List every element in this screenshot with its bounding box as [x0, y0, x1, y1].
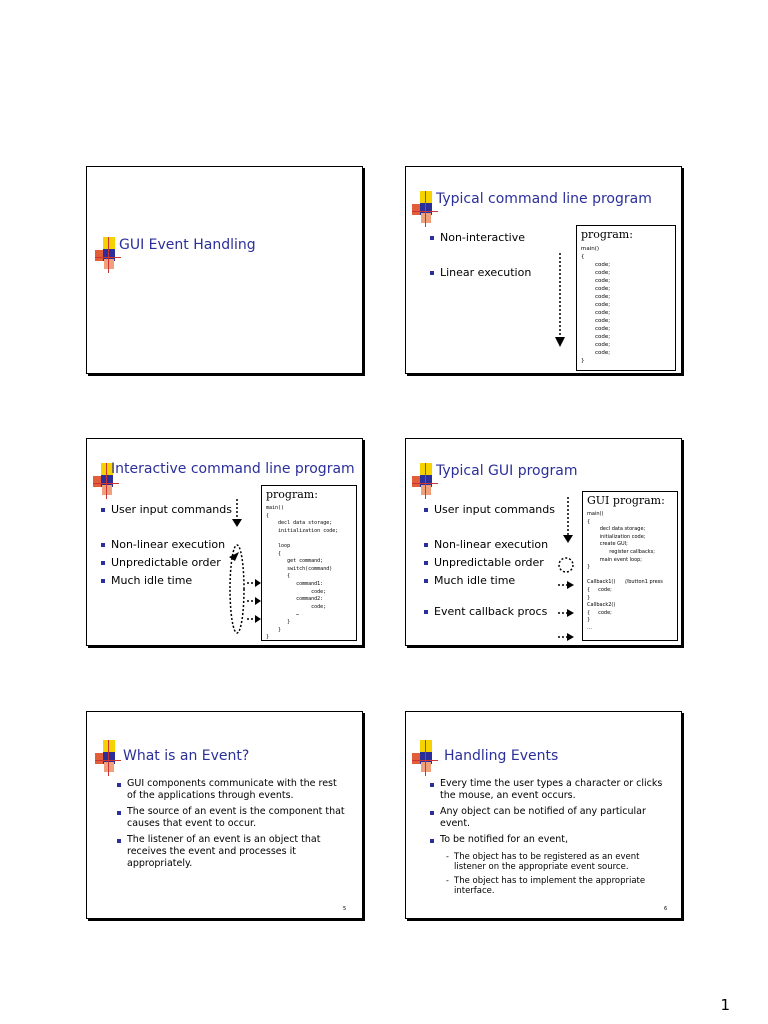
slide-3	[86, 438, 363, 646]
list-item: Non-linear execution	[101, 538, 232, 551]
bullet-list	[430, 231, 531, 279]
bullet-list	[424, 503, 555, 618]
code-text: main() { decl data storage; initialization code; loop { get command; switch(command) { command1: code; command2: code; … } } }	[266, 505, 339, 641]
slide-1	[86, 166, 363, 374]
code-box	[576, 225, 676, 371]
list-item: User input commands	[424, 503, 555, 516]
slide-logo-icon	[412, 191, 438, 227]
slide-2	[405, 166, 682, 374]
bullet-list	[117, 778, 347, 870]
bullet-list	[101, 503, 232, 587]
code-text: main() { decl data storage; initialization code; create GUI; register callbacks; main event loop; } Callback1() //button1 press { code; } Callback2() { code; } …	[587, 511, 663, 631]
list-item: Unpredictable order	[424, 556, 555, 569]
dotted-loop-arrows-icon	[227, 497, 261, 637]
slide-logo-icon	[95, 237, 121, 273]
list-item: Any object can be notified of any particular event.	[430, 806, 670, 830]
list-item: Every time the user types a character or clicks the mouse, an event occurs.	[430, 778, 670, 802]
slide-4	[405, 438, 682, 646]
list-item: User input commands	[101, 503, 232, 516]
list-item: - The object has to implement the appropriate interface.	[444, 876, 672, 896]
code-box-title: program:	[266, 488, 318, 501]
list-item: Non-interactive	[430, 231, 531, 244]
page-number: 1	[720, 996, 730, 1014]
list-item: GUI components communicate with the rest of the applications through events.	[117, 778, 347, 802]
slide-6	[405, 711, 682, 919]
list-item: Much idle time	[101, 574, 232, 587]
dotted-arrows-icon	[554, 497, 576, 646]
list-item: Linear execution	[430, 266, 531, 279]
list-item: Event callback procs	[424, 605, 555, 618]
list-item: Non-linear execution	[424, 538, 555, 551]
slide-logo-icon	[412, 740, 438, 776]
slide-logo-icon	[412, 463, 438, 499]
slide-number: 5	[343, 906, 347, 912]
code-text: main() { code; code; code; code; code; code; code; code; code; code; code; code; }	[581, 246, 611, 364]
slide-number: 6	[664, 906, 668, 912]
list-item: Much idle time	[424, 574, 555, 587]
slide-5	[86, 711, 363, 919]
slide-title: Typical GUI program	[436, 463, 578, 479]
list-item: To be notified for an event,	[430, 834, 670, 846]
dotted-down-arrow-icon	[554, 253, 566, 349]
list-item: Unpredictable order	[101, 556, 232, 569]
slide-title: Typical command line program	[436, 191, 652, 207]
slide-title: GUI Event Handling	[119, 237, 256, 253]
slide-title: What is an Event?	[123, 748, 250, 764]
code-box	[582, 491, 678, 641]
slide-title: Interactive command line program	[111, 461, 355, 477]
list-item: The listener of an event is an object that receives the event and processes it appropriately.	[117, 834, 347, 870]
slide-logo-icon	[95, 740, 121, 776]
sub-bullet-list	[444, 852, 672, 896]
slide-title: Handling Events	[444, 748, 559, 764]
code-box-title: GUI program:	[587, 494, 665, 507]
list-item: - The object has to be registered as an event listener on the appropriate event source.	[444, 852, 672, 872]
code-box-title: program:	[581, 228, 633, 241]
code-box	[261, 485, 357, 641]
bullet-list	[430, 778, 670, 846]
list-item: The source of an event is the component that causes that event to occur.	[117, 806, 347, 830]
